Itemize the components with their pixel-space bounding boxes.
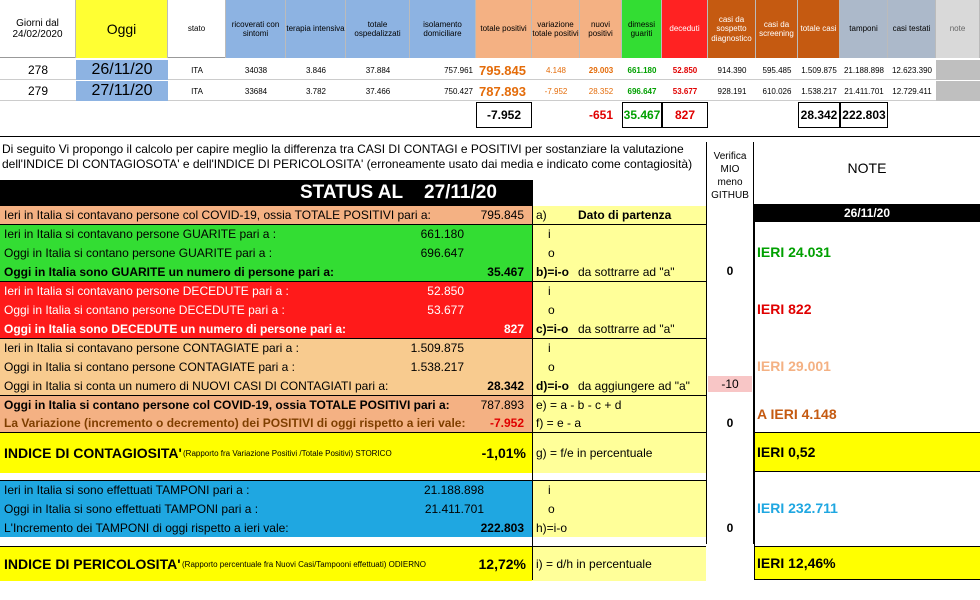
title: INDICE DI PERICOLOSITA' <box>4 556 181 572</box>
code: f) = e - a <box>536 416 582 430</box>
isolamento: 757.961 <box>444 65 473 75</box>
section-contagiosita <box>0 432 706 472</box>
verifica-positivi: 0 <box>726 416 734 430</box>
table-row <box>0 81 980 101</box>
verifica-guarite: 0 <box>726 264 734 278</box>
tamponi: 21.411.701 <box>844 86 884 96</box>
difference-row <box>0 102 980 128</box>
desc: da aggiungere ad "a" <box>578 379 690 393</box>
label: Oggi in Italia si contano persone CONTAGIATE pari a : <box>4 360 296 374</box>
value: -7.952 <box>489 416 524 430</box>
label: Oggi in Italia si conta un numero di NUOVI CASI DI CONTAGIATI pari a: <box>4 379 389 393</box>
verifica-tamponi: 0 <box>726 521 734 535</box>
title: INDICE DI CONTAGIOSITA' <box>4 445 182 461</box>
code: o <box>548 502 555 516</box>
totale-osp: 37.884 <box>365 65 391 75</box>
diff-dimessi: 35.467 <box>622 102 662 128</box>
code: h)=i-o <box>536 521 568 535</box>
label: Oggi in Italia si contano persone GUARITE pari a : <box>4 246 273 260</box>
value: 222.803 <box>480 521 524 535</box>
testati: 12.729.411 <box>892 86 932 96</box>
value: 696.647 <box>420 246 464 260</box>
totale-osp: 37.466 <box>365 86 391 96</box>
testati: 12.623.390 <box>891 65 933 75</box>
note-decedute: IERI 822 <box>757 301 812 317</box>
note-date-bar: 26/11/20 <box>754 204 980 222</box>
nuovi: 29.003 <box>588 65 614 75</box>
label: Ieri in Italia si contavano persone DECEDUTE pari a : <box>4 284 289 298</box>
header-stato: stato <box>168 0 226 58</box>
header-terapia: terapia intensiva <box>286 0 346 58</box>
header-variazione: variazione totale positivi <box>532 0 580 58</box>
diff-nuovi: -651 <box>588 108 614 122</box>
code: i <box>548 284 551 298</box>
label: Oggi in Italia si sono effettuati TAMPONI pari a : <box>4 502 259 516</box>
note-positivi: A IERI 4.148 <box>757 406 837 422</box>
diff-tamponi: 222.803 <box>840 102 888 128</box>
giorni: 279 <box>27 84 49 98</box>
code: c)=i-o <box>536 322 569 336</box>
header-screening: casi da screening <box>756 0 798 58</box>
dimessi: 696.647 <box>627 86 657 96</box>
code: b)=i-o <box>536 265 569 279</box>
terapia: 3.782 <box>305 86 327 96</box>
subtitle: (Rapporto percentuale fra Nuovi Casi/Tampooni effettuati) ODIERNO <box>182 560 426 569</box>
status-bar <box>0 180 532 206</box>
dimessi: 661.180 <box>627 65 657 75</box>
label: Oggi in Italia sono DECEDUTE un numero di persone pari a: <box>4 322 347 336</box>
code: i <box>548 341 551 355</box>
tamponi: 21.188.898 <box>843 65 885 75</box>
code: o <box>548 360 555 374</box>
code: o <box>548 246 555 260</box>
totale-positivi: 787.893 <box>479 83 526 99</box>
note-contagiate: IERI 29.001 <box>757 358 831 374</box>
verifica-header: Verifica MIO meno GITHUB <box>706 142 754 204</box>
header-dimessi: dimessi guariti <box>622 0 662 58</box>
value: -1,01% <box>481 445 526 461</box>
label: Ieri in Italia si contavano persone GUARITE pari a : <box>4 227 277 241</box>
header-isolamento: isolamento domiciliare <box>410 0 476 58</box>
screening: 595.485 <box>762 65 792 75</box>
nuovi: 28.352 <box>588 86 614 96</box>
verifica-contagiate: -10 <box>708 376 752 392</box>
diff-totale-casi: 28.342 <box>798 102 840 128</box>
header-sospetto: casi da sospetto diagnostico <box>708 0 756 58</box>
desc: da sottrarre ad "a" <box>578 265 675 279</box>
value: 35.467 <box>487 265 524 279</box>
header-deceduti: deceduti <box>662 0 708 58</box>
note-contagiosita: IERI 0,52 <box>757 444 816 460</box>
section-guarite <box>0 224 706 280</box>
value: 795.845 <box>480 208 524 222</box>
label: Ieri in Italia si sono effettuati TAMPONI pari a : <box>4 483 250 497</box>
header-totale-casi: totale casi <box>798 0 840 58</box>
divider <box>0 136 980 137</box>
note-cell <box>936 60 980 80</box>
header-testati: casi testati <box>888 0 936 58</box>
value: 52.850 <box>427 284 464 298</box>
value: 1.538.217 <box>410 360 464 374</box>
data: 27/11/20 <box>76 81 168 101</box>
status-date: 27/11/20 <box>424 182 497 203</box>
sospetto: 914.390 <box>717 65 747 75</box>
code: a) <box>536 208 547 222</box>
desc: da sottrarre ad "a" <box>578 322 675 336</box>
section-pericolosita <box>0 546 706 580</box>
screening: 610.026 <box>762 86 792 96</box>
note-pericolosita: IERI 12,46% <box>757 555 836 571</box>
totale-positivi: 795.845 <box>479 62 526 78</box>
ricoverati: 34038 <box>244 65 268 75</box>
code: d)=i-o <box>536 379 569 393</box>
stato: ITA <box>191 86 203 96</box>
variazione: -7.952 <box>544 86 568 96</box>
intro-text: Di seguito Vi propongo il calcolo per capire meglio la differenza tra CASI DI CONTAGI e POSITIVI per sostanziare la valutazione dell'INDICE DI CONTAGIOSOTA' e dell'INDICE DI PERICOLOSITA' (erroneamente usato dai media e indicato come contagiosità) <box>2 142 693 171</box>
subtitle: (Rapporto fra Variazione Positivi /Totale Positivi) STORICO <box>183 449 392 458</box>
code: i <box>548 227 551 241</box>
label: Oggi in Italia sono GUARITE un numero di persone pari a: <box>4 265 335 279</box>
label: La Variazione (incremento o decremento) dei POSITIVI di oggi rispetto a ieri vale: <box>4 416 466 430</box>
giorni: 278 <box>27 63 49 77</box>
notes-column <box>754 222 980 580</box>
value: 1.509.875 <box>410 341 464 355</box>
sospetto: 928.191 <box>717 86 747 96</box>
verifica-column <box>706 204 754 544</box>
data: 26/11/20 <box>76 60 168 80</box>
value: 53.677 <box>427 303 464 317</box>
note-header: NOTE <box>847 160 887 176</box>
header-tamponi: tamponi <box>840 0 888 58</box>
code: o <box>548 303 555 317</box>
label: Ieri in Italia si contavano persone CONTAGIATE pari a : <box>4 341 300 355</box>
header-nuovi: nuovi positivi <box>580 0 622 58</box>
section-a <box>0 206 706 224</box>
totale-casi: 1.538.217 <box>801 86 837 96</box>
table-row <box>0 60 980 80</box>
note-cell <box>936 81 980 101</box>
header-oggi: Oggi <box>76 0 168 58</box>
code: e) = a - b - c + d <box>536 398 622 412</box>
totale-casi: 1.509.875 <box>801 65 837 75</box>
divider <box>532 180 533 580</box>
value: 661.180 <box>420 227 464 241</box>
deceduti: 52.850 <box>672 65 698 75</box>
top-header <box>0 0 980 58</box>
label: Ieri in Italia si contavano persone col COVID-19, ossia TOTALE POSITIVI pari a: <box>4 208 431 222</box>
label: Oggi in Italia si contano persone col COVID-19, ossia TOTALE POSITIVI pari a: <box>4 398 450 412</box>
variazione: 4.148 <box>545 65 567 75</box>
section-decedute <box>0 281 706 337</box>
header-totale-osp: totale ospedalizzati <box>346 0 410 58</box>
value: 21.411.701 <box>424 502 484 516</box>
value: 787.893 <box>480 398 524 412</box>
value: 28.342 <box>487 379 524 393</box>
diff-deceduti: 827 <box>662 102 708 128</box>
header-totale-positivi: totale positivi <box>476 0 532 58</box>
value: 12,72% <box>478 556 526 572</box>
section-contagiate <box>0 338 706 394</box>
code: g) = f/e in percentuale <box>536 446 653 460</box>
header-giorni: Giorni dal 24/02/2020 <box>0 0 76 58</box>
header-ricoverati: ricoverati con sintomi <box>226 0 286 58</box>
note-tamponi: IERI 232.711 <box>757 500 838 516</box>
ricoverati: 33684 <box>244 86 268 96</box>
value: 827 <box>503 322 524 336</box>
section-positivi <box>0 395 706 431</box>
stato: ITA <box>191 65 203 75</box>
isolamento: 750.427 <box>444 86 473 96</box>
label: L'Incremento dei TAMPONI di oggi rispetto a ieri vale: <box>4 521 289 535</box>
diff-totale-positivi: -7.952 <box>476 102 532 128</box>
status-title: STATUS AL <box>300 182 404 203</box>
terapia: 3.846 <box>305 65 327 75</box>
code: i <box>548 483 551 497</box>
deceduti: 53.677 <box>672 86 698 96</box>
label: Oggi in Italia si contano persone DECEDUTE pari a : <box>4 303 285 317</box>
header-note: note <box>936 0 980 58</box>
note-guarite: IERI 24.031 <box>757 244 831 260</box>
code: i) = d/h in percentuale <box>536 557 652 571</box>
section-tamponi <box>0 480 706 536</box>
value: 21.188.898 <box>423 483 484 497</box>
desc: Dato di partenza <box>578 208 672 222</box>
